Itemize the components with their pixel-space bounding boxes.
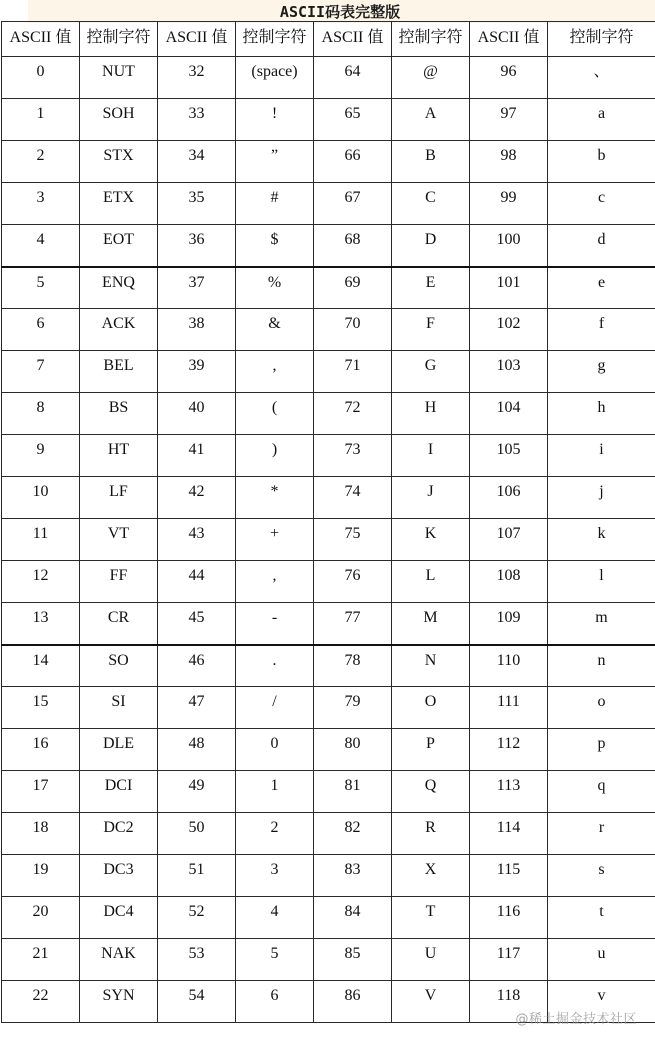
- header-control-char-1: 控制字符: [80, 22, 158, 57]
- header-ascii-value-1: ASCII 值: [2, 22, 80, 57]
- ascii-value-cell: 72: [314, 393, 392, 435]
- control-char-cell: !: [236, 99, 314, 141]
- control-char-cell: 1: [236, 771, 314, 813]
- control-char-cell: 6: [236, 981, 314, 1023]
- ascii-value-cell: 18: [2, 813, 80, 855]
- control-char-cell: +: [236, 519, 314, 561]
- control-char-cell: 2: [236, 813, 314, 855]
- table-row: [2, 519, 655, 561]
- control-char-cell: b: [548, 141, 655, 183]
- control-char-cell: -: [236, 603, 314, 645]
- ascii-value-cell: 82: [314, 813, 392, 855]
- control-char-cell: o: [548, 687, 655, 729]
- ascii-value-cell: 85: [314, 939, 392, 981]
- table-row: [2, 309, 655, 351]
- ascii-value-cell: 13: [2, 603, 80, 645]
- table-row: [2, 141, 655, 183]
- control-char-cell: ACK: [80, 309, 158, 351]
- control-char-cell: E: [392, 267, 470, 309]
- control-char-cell: R: [392, 813, 470, 855]
- ascii-value-cell: 36: [158, 225, 236, 267]
- control-char-cell: h: [548, 393, 655, 435]
- ascii-value-cell: 41: [158, 435, 236, 477]
- ascii-value-cell: 107: [470, 519, 548, 561]
- ascii-value-cell: 5: [2, 267, 80, 309]
- ascii-value-cell: 74: [314, 477, 392, 519]
- header-ascii-value-4: ASCII 值: [470, 22, 548, 57]
- table-row: [2, 183, 655, 225]
- ascii-value-cell: 51: [158, 855, 236, 897]
- ascii-value-cell: 49: [158, 771, 236, 813]
- ascii-value-cell: 108: [470, 561, 548, 603]
- ascii-value-cell: 98: [470, 141, 548, 183]
- control-char-cell: ,: [236, 351, 314, 393]
- ascii-value-cell: 113: [470, 771, 548, 813]
- control-char-cell: $: [236, 225, 314, 267]
- ascii-value-cell: 21: [2, 939, 80, 981]
- ascii-value-cell: 46: [158, 645, 236, 687]
- ascii-value-cell: 69: [314, 267, 392, 309]
- table-row: [2, 771, 655, 813]
- control-char-cell: B: [392, 141, 470, 183]
- control-char-cell: K: [392, 519, 470, 561]
- ascii-value-cell: 114: [470, 813, 548, 855]
- control-char-cell: ): [236, 435, 314, 477]
- header-ascii-value-3: ASCII 值: [314, 22, 392, 57]
- control-char-cell: d: [548, 225, 655, 267]
- control-char-cell: SOH: [80, 99, 158, 141]
- control-char-cell: j: [548, 477, 655, 519]
- ascii-value-cell: 71: [314, 351, 392, 393]
- table-row: [2, 687, 655, 729]
- ascii-value-cell: 112: [470, 729, 548, 771]
- control-char-cell: 0: [236, 729, 314, 771]
- control-char-cell: F: [392, 309, 470, 351]
- ascii-value-cell: 115: [470, 855, 548, 897]
- ascii-value-cell: 80: [314, 729, 392, 771]
- control-char-cell: X: [392, 855, 470, 897]
- control-char-cell: CR: [80, 603, 158, 645]
- table-row: [2, 897, 655, 939]
- control-char-cell: SI: [80, 687, 158, 729]
- control-char-cell: O: [392, 687, 470, 729]
- ascii-value-cell: 17: [2, 771, 80, 813]
- control-char-cell: VT: [80, 519, 158, 561]
- ascii-value-cell: 86: [314, 981, 392, 1023]
- control-char-cell: P: [392, 729, 470, 771]
- ascii-value-cell: 102: [470, 309, 548, 351]
- ascii-value-cell: 100: [470, 225, 548, 267]
- control-char-cell: ETX: [80, 183, 158, 225]
- control-char-cell: &: [236, 309, 314, 351]
- control-char-cell: NAK: [80, 939, 158, 981]
- ascii-value-cell: 37: [158, 267, 236, 309]
- ascii-value-cell: 10: [2, 477, 80, 519]
- control-char-cell: H: [392, 393, 470, 435]
- ascii-value-cell: 44: [158, 561, 236, 603]
- ascii-value-cell: 106: [470, 477, 548, 519]
- table-row: [2, 477, 655, 519]
- control-char-cell: I: [392, 435, 470, 477]
- ascii-value-cell: 20: [2, 897, 80, 939]
- ascii-value-cell: 32: [158, 57, 236, 99]
- control-char-cell: r: [548, 813, 655, 855]
- control-char-cell: Q: [392, 771, 470, 813]
- control-char-cell: ENQ: [80, 267, 158, 309]
- control-char-cell: #: [236, 183, 314, 225]
- control-char-cell: c: [548, 183, 655, 225]
- control-char-cell: g: [548, 351, 655, 393]
- ascii-value-cell: 3: [2, 183, 80, 225]
- ascii-value-cell: 73: [314, 435, 392, 477]
- ascii-value-cell: 79: [314, 687, 392, 729]
- control-char-cell: HT: [80, 435, 158, 477]
- ascii-value-cell: 101: [470, 267, 548, 309]
- control-char-cell: v: [548, 981, 655, 1023]
- table-row: [2, 603, 655, 645]
- table-row: [2, 351, 655, 393]
- ascii-value-cell: 15: [2, 687, 80, 729]
- ascii-value-cell: 96: [470, 57, 548, 99]
- control-char-cell: SYN: [80, 981, 158, 1023]
- control-char-cell: a: [548, 99, 655, 141]
- control-char-cell: (space): [236, 57, 314, 99]
- table-row: [2, 645, 655, 687]
- ascii-value-cell: 109: [470, 603, 548, 645]
- control-char-cell: /: [236, 687, 314, 729]
- control-char-cell: 、: [548, 57, 655, 99]
- table-row: [2, 939, 655, 981]
- control-char-cell: BS: [80, 393, 158, 435]
- control-char-cell: N: [392, 645, 470, 687]
- control-char-cell: e: [548, 267, 655, 309]
- control-char-cell: LF: [80, 477, 158, 519]
- control-char-cell: 3: [236, 855, 314, 897]
- table-row: [2, 393, 655, 435]
- ascii-value-cell: 83: [314, 855, 392, 897]
- ascii-value-cell: 67: [314, 183, 392, 225]
- table-row: [2, 813, 655, 855]
- control-char-cell: A: [392, 99, 470, 141]
- control-char-cell: DC3: [80, 855, 158, 897]
- ascii-value-cell: 53: [158, 939, 236, 981]
- control-char-cell: ”: [236, 141, 314, 183]
- ascii-value-cell: 99: [470, 183, 548, 225]
- table-row: [2, 855, 655, 897]
- ascii-value-cell: 70: [314, 309, 392, 351]
- ascii-value-cell: 64: [314, 57, 392, 99]
- ascii-value-cell: 39: [158, 351, 236, 393]
- control-char-cell: D: [392, 225, 470, 267]
- table-row: [2, 267, 655, 309]
- control-char-cell: m: [548, 603, 655, 645]
- ascii-value-cell: 78: [314, 645, 392, 687]
- ascii-value-cell: 7: [2, 351, 80, 393]
- table-row: [2, 99, 655, 141]
- ascii-value-cell: 118: [470, 981, 548, 1023]
- control-char-cell: p: [548, 729, 655, 771]
- control-char-cell: DC4: [80, 897, 158, 939]
- ascii-value-cell: 48: [158, 729, 236, 771]
- control-char-cell: DCI: [80, 771, 158, 813]
- control-char-cell: i: [548, 435, 655, 477]
- ascii-value-cell: 76: [314, 561, 392, 603]
- control-char-cell: @: [392, 57, 470, 99]
- control-char-cell: DC2: [80, 813, 158, 855]
- control-char-cell: V: [392, 981, 470, 1023]
- ascii-value-cell: 52: [158, 897, 236, 939]
- ascii-value-cell: 11: [2, 519, 80, 561]
- header-ascii-value-2: ASCII 值: [158, 22, 236, 57]
- control-char-cell: U: [392, 939, 470, 981]
- table-row: [2, 729, 655, 771]
- header-control-char-4: 控制字符: [548, 22, 655, 57]
- ascii-value-cell: 9: [2, 435, 80, 477]
- control-char-cell: s: [548, 855, 655, 897]
- control-char-cell: u: [548, 939, 655, 981]
- ascii-value-cell: 40: [158, 393, 236, 435]
- ascii-value-cell: 68: [314, 225, 392, 267]
- control-char-cell: *: [236, 477, 314, 519]
- ascii-value-cell: 105: [470, 435, 548, 477]
- ascii-value-cell: 16: [2, 729, 80, 771]
- control-char-cell: q: [548, 771, 655, 813]
- ascii-value-cell: 104: [470, 393, 548, 435]
- ascii-value-cell: 35: [158, 183, 236, 225]
- ascii-value-cell: 110: [470, 645, 548, 687]
- control-char-cell: T: [392, 897, 470, 939]
- ascii-table: [1, 21, 655, 1023]
- table-body: [2, 57, 655, 1023]
- header-control-char-2: 控制字符: [236, 22, 314, 57]
- ascii-value-cell: 47: [158, 687, 236, 729]
- ascii-value-cell: 54: [158, 981, 236, 1023]
- ascii-value-cell: 1: [2, 99, 80, 141]
- ascii-value-cell: 45: [158, 603, 236, 645]
- control-char-cell: .: [236, 645, 314, 687]
- table-row: [2, 225, 655, 267]
- control-char-cell: k: [548, 519, 655, 561]
- ascii-value-cell: 4: [2, 225, 80, 267]
- ascii-value-cell: 77: [314, 603, 392, 645]
- control-char-cell: L: [392, 561, 470, 603]
- control-char-cell: 5: [236, 939, 314, 981]
- control-char-cell: J: [392, 477, 470, 519]
- control-char-cell: SO: [80, 645, 158, 687]
- control-char-cell: 4: [236, 897, 314, 939]
- control-char-cell: G: [392, 351, 470, 393]
- ascii-value-cell: 8: [2, 393, 80, 435]
- page-title: ASCII码表完整版: [279, 3, 401, 21]
- ascii-value-cell: 42: [158, 477, 236, 519]
- control-char-cell: BEL: [80, 351, 158, 393]
- ascii-value-cell: 14: [2, 645, 80, 687]
- ascii-value-cell: 65: [314, 99, 392, 141]
- control-char-cell: l: [548, 561, 655, 603]
- control-char-cell: STX: [80, 141, 158, 183]
- control-char-cell: %: [236, 267, 314, 309]
- ascii-value-cell: 84: [314, 897, 392, 939]
- control-char-cell: f: [548, 309, 655, 351]
- table-header-row: [2, 22, 655, 57]
- ascii-value-cell: 97: [470, 99, 548, 141]
- ascii-value-cell: 111: [470, 687, 548, 729]
- ascii-value-cell: 0: [2, 57, 80, 99]
- ascii-value-cell: 22: [2, 981, 80, 1023]
- table-row: [2, 435, 655, 477]
- ascii-value-cell: 33: [158, 99, 236, 141]
- ascii-value-cell: 12: [2, 561, 80, 603]
- control-char-cell: NUT: [80, 57, 158, 99]
- watermark: @稀土掘金技术社区: [515, 1012, 637, 1027]
- ascii-value-cell: 19: [2, 855, 80, 897]
- control-char-cell: C: [392, 183, 470, 225]
- control-char-cell: (: [236, 393, 314, 435]
- control-char-cell: FF: [80, 561, 158, 603]
- control-char-cell: EOT: [80, 225, 158, 267]
- ascii-value-cell: 38: [158, 309, 236, 351]
- ascii-value-cell: 117: [470, 939, 548, 981]
- control-char-cell: n: [548, 645, 655, 687]
- control-char-cell: t: [548, 897, 655, 939]
- ascii-value-cell: 50: [158, 813, 236, 855]
- table-row: [2, 57, 655, 99]
- control-char-cell: ,: [236, 561, 314, 603]
- table-row: [2, 561, 655, 603]
- control-char-cell: DLE: [80, 729, 158, 771]
- ascii-value-cell: 34: [158, 141, 236, 183]
- ascii-value-cell: 116: [470, 897, 548, 939]
- ascii-value-cell: 75: [314, 519, 392, 561]
- ascii-value-cell: 103: [470, 351, 548, 393]
- header-control-char-3: 控制字符: [392, 22, 470, 57]
- ascii-value-cell: 43: [158, 519, 236, 561]
- ascii-value-cell: 66: [314, 141, 392, 183]
- ascii-value-cell: 6: [2, 309, 80, 351]
- ascii-value-cell: 81: [314, 771, 392, 813]
- ascii-value-cell: 2: [2, 141, 80, 183]
- control-char-cell: M: [392, 603, 470, 645]
